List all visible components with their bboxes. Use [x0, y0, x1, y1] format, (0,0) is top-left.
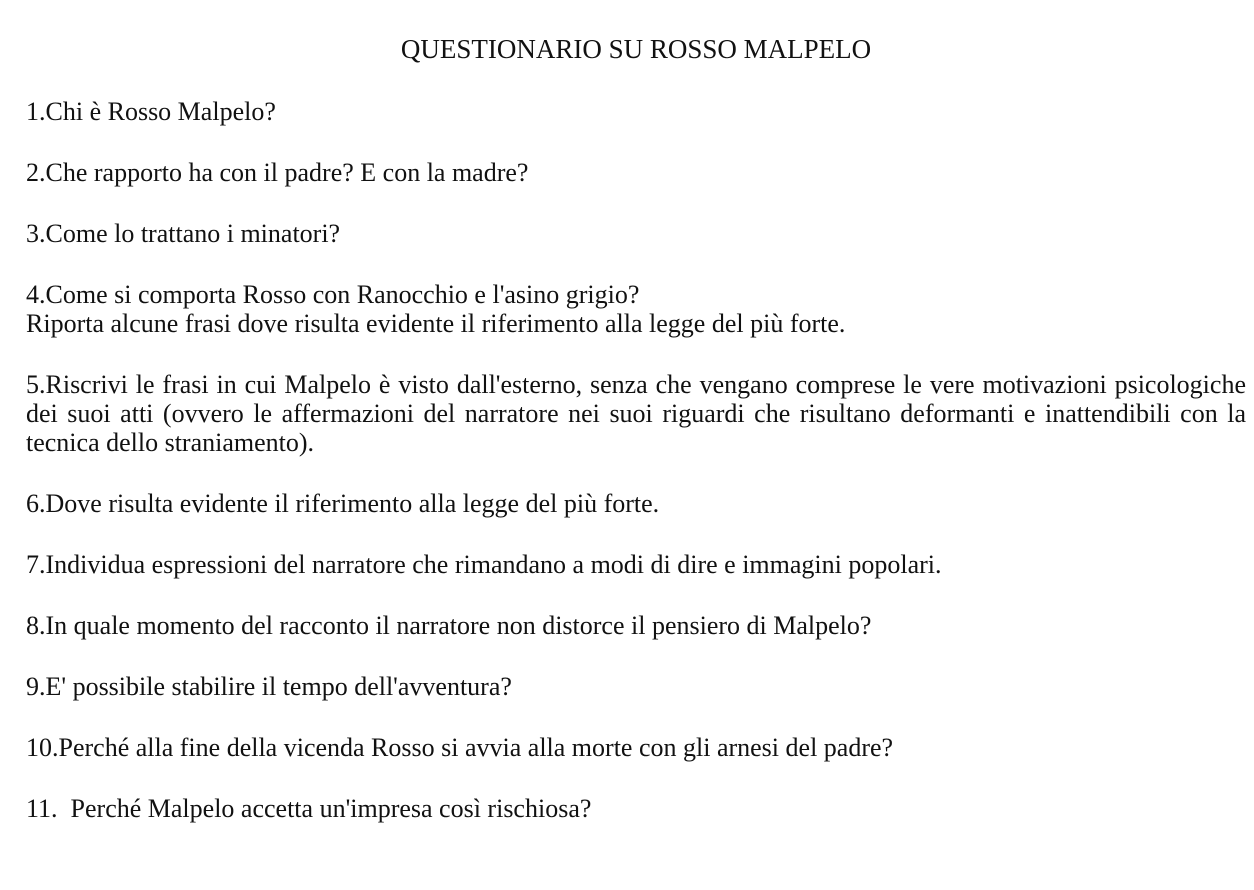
question-11 — [26, 794, 1246, 823]
question-6 — [26, 489, 1246, 518]
question-5 — [26, 370, 1246, 457]
question-11-text: 11. Perché Malpelo accetta un'impresa così rischiosa? — [26, 794, 592, 823]
question-4-text: 4.Come si comporta Rosso con Ranocchio e l'asino grigio? — [26, 280, 640, 309]
question-2 — [26, 158, 1246, 187]
question-4 — [26, 280, 1246, 338]
question-5-text: 5.Riscrivi le frasi in cui Malpelo è visto dall'esterno, senza che vengano comprese le vere motivazioni psicologiche dei suoi atti (ovvero le affermazioni del narratore nei suoi riguardi che risultano deformanti e inattendibili con la tecnica dello straniamento). — [26, 370, 1246, 457]
question-10 — [26, 733, 1246, 762]
question-7 — [26, 550, 1246, 579]
question-10-text: 10.Perché alla fine della vicenda Rosso si avvia alla morte con gli arnesi del padre? — [26, 733, 894, 762]
question-8-text: 8.In quale momento del racconto il narratore non distorce il pensiero di Malpelo? — [26, 611, 872, 640]
question-7-text: 7.Individua espressioni del narratore che rimandano a modi di dire e immagini popolari. — [26, 550, 942, 579]
question-1-text: 1.Chi è Rosso Malpelo? — [26, 97, 276, 126]
question-9-text: 9.E' possibile stabilire il tempo dell'avventura? — [26, 672, 512, 701]
question-6-text: 6.Dove risulta evidente il riferimento alla legge del più forte. — [26, 489, 660, 518]
question-3 — [26, 219, 1246, 248]
question-2-text: 2.Che rapporto ha con il padre? E con la madre? — [26, 158, 529, 187]
question-9 — [26, 672, 1246, 701]
question-8 — [26, 611, 1246, 640]
question-4-subtext: Riporta alcune frasi dove risulta evidente il riferimento alla legge del più forte. — [26, 309, 846, 338]
document-title: QUESTIONARIO SU ROSSO MALPELO — [400, 34, 872, 64]
question-3-text: 3.Come lo trattano i minatori? — [26, 219, 341, 248]
question-1 — [26, 97, 1246, 126]
